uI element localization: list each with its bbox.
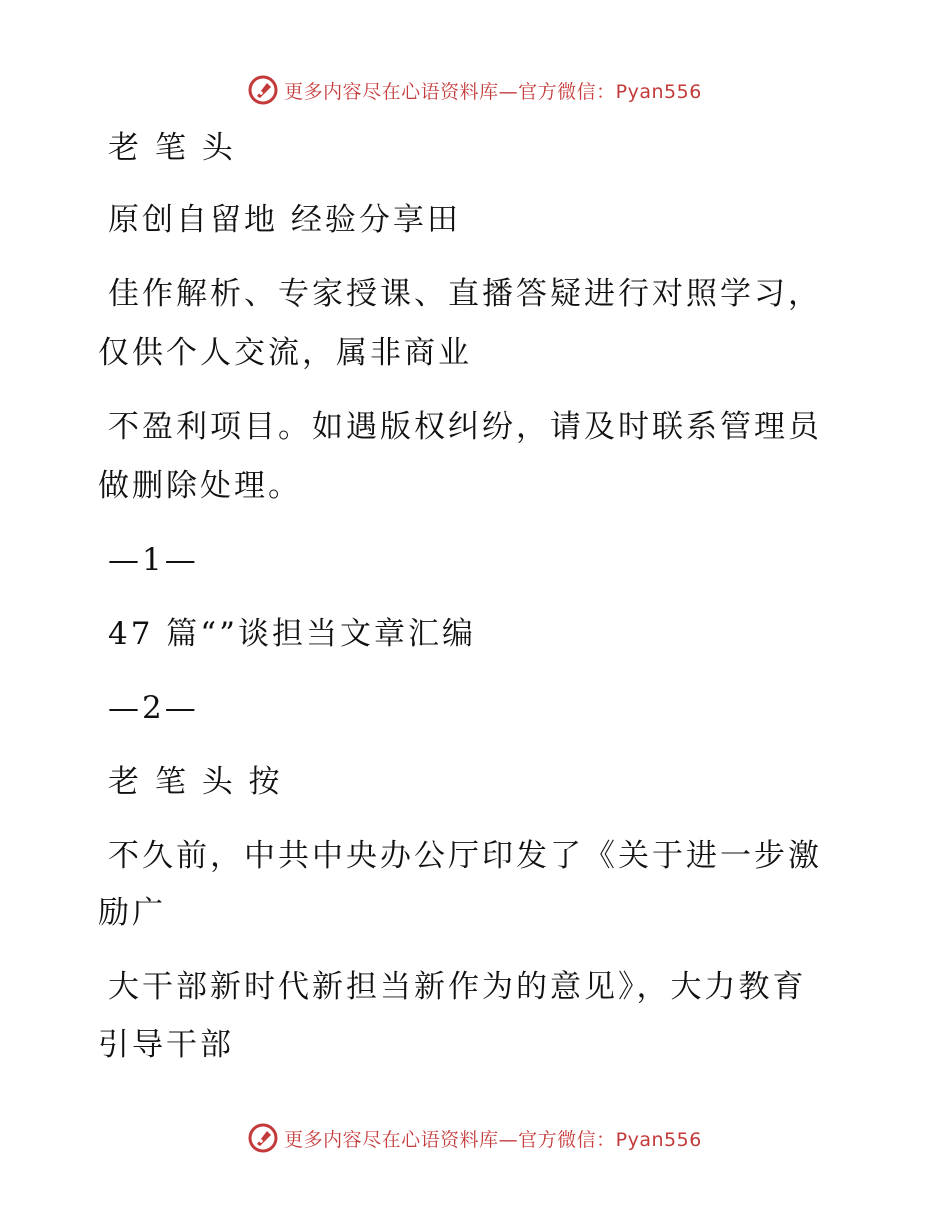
doc-heading-line: 47 篇“”谈担当文章汇编 [108,616,476,652]
doc-text-line: 大干部新时代新担当新作为的意见》，大力教育 [108,969,807,1005]
doc-section-title: 老 笔 头 按 [108,764,283,800]
doc-text-line: 仅供个人交流，属非商业 [98,335,472,371]
doc-text-line: 不盈利项目。如遇版权纠纷，请及时联系管理员 [108,409,822,445]
watermark-text: 更多内容尽在心语资料库—官方微信：Pyan556 [284,1128,702,1151]
doc-text-line: 引导干部 [98,1027,234,1063]
header-watermark [0,70,950,110]
pen-nib-logo-icon [248,75,278,105]
pen-nib-logo-icon [248,1123,278,1153]
doc-title-line: 老 笔 头 [108,130,236,166]
doc-text-line: 励广 [98,895,166,931]
page-number-1: —1— [108,542,199,578]
doc-text-line: 不久前，中共中央办公厅印发了《关于进一步激 [108,838,822,874]
watermark-text: 更多内容尽在心语资料库—官方微信：Pyan556 [284,80,702,103]
doc-text-line: 佳作解析、专家授课、直播答疑进行对照学习， [108,276,822,312]
doc-text-line: 做删除处理。 [98,468,302,504]
page-number-2: —2— [108,690,199,726]
footer-watermark [0,1118,950,1158]
doc-slogan-line: 原创自留地 经验分享田 [108,202,461,238]
